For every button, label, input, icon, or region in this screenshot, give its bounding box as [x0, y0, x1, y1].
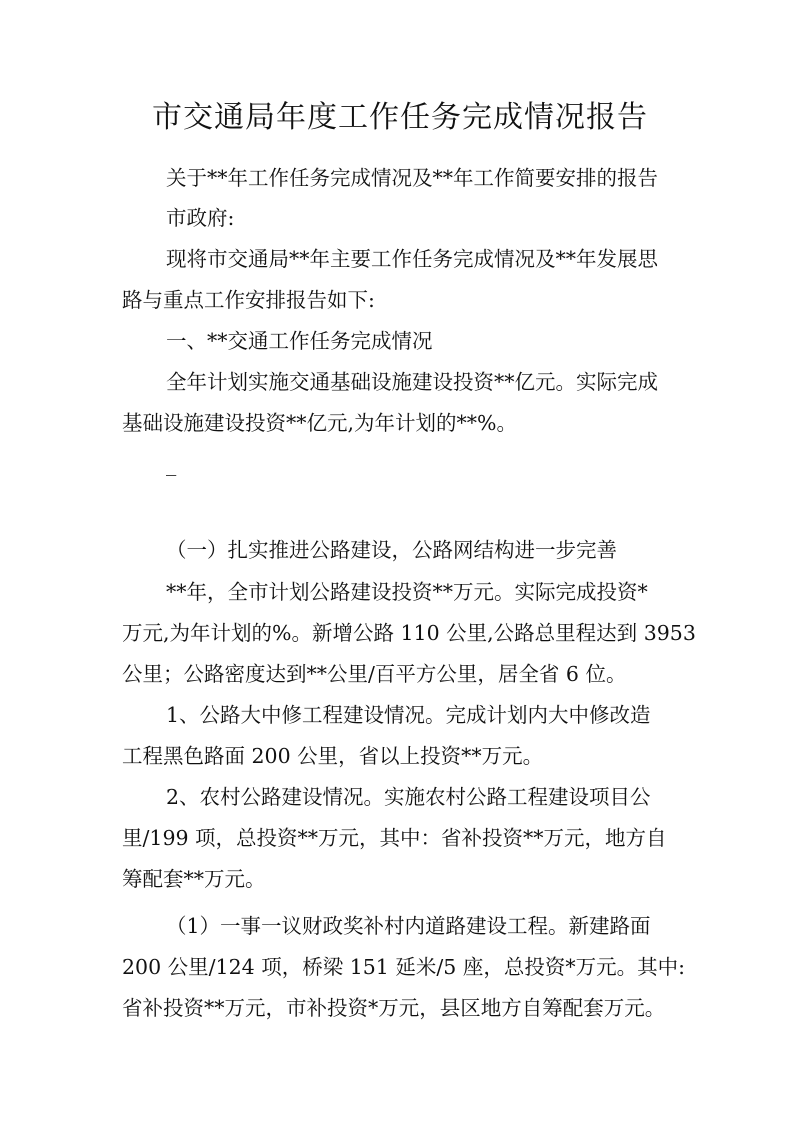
subsection-heading: （一）扎实推进公路建设，公路网结构进一步完善 [166, 538, 617, 562]
addressee-line: 市政府: [166, 206, 235, 230]
paragraph-line: 公里；公路密度达到**公里/百平方公里，居全省 6 位。 [122, 662, 627, 686]
paragraph-line: 筹配套**万元。 [122, 867, 266, 891]
paragraph-line: 200 公里/124 项，桥梁 151 延米/5 座，总投资*万元。其中: [122, 955, 685, 979]
section-heading: 一、**交通工作任务完成情况 [166, 329, 433, 353]
paragraph-line: 全年计划实施交通基础设施建设投资**亿元。实际完成 [166, 370, 658, 394]
report-subject-line: 关于**年工作任务完成情况及**年工作简要安排的报告 [166, 166, 658, 190]
paragraph-line: 1、公路大中修工程建设情况。完成计划内大中修改造 [166, 703, 651, 727]
paragraph-line: 路与重点工作安排报告如下: [122, 288, 375, 312]
paragraph-line: 万元,为年计划的%。新增公路 110 公里,公路总里程达到 3953 [122, 621, 696, 645]
paragraph-line: 里/199 项，总投资**万元，其中：省补投资**万元，地方自 [122, 826, 667, 850]
paragraph-line: 现将市交通局**年主要工作任务完成情况及**年发展思 [166, 247, 658, 271]
paragraph-line: （1）一事一议财政奖补村内道路建设工程。新建路面 [166, 914, 651, 938]
paragraph-line: 省补投资**万元，市补投资*万元，县区地方自筹配套万元。 [122, 996, 666, 1020]
document-title: 市交通局年度工作任务完成情况报告 [152, 100, 648, 135]
paragraph-line: 工程黑色路面 200 公里，省以上投资**万元。 [122, 744, 544, 768]
underscore-mark: _ [166, 452, 177, 476]
paragraph-line: 2、农村公路建设情况。实施农村公路工程建设项目公 [166, 785, 651, 809]
paragraph-line: **年，全市计划公路建设投资**万元。实际完成投资* [166, 580, 648, 604]
paragraph-line: 基础设施建设投资**亿元,为年计划的**%。 [122, 411, 517, 435]
